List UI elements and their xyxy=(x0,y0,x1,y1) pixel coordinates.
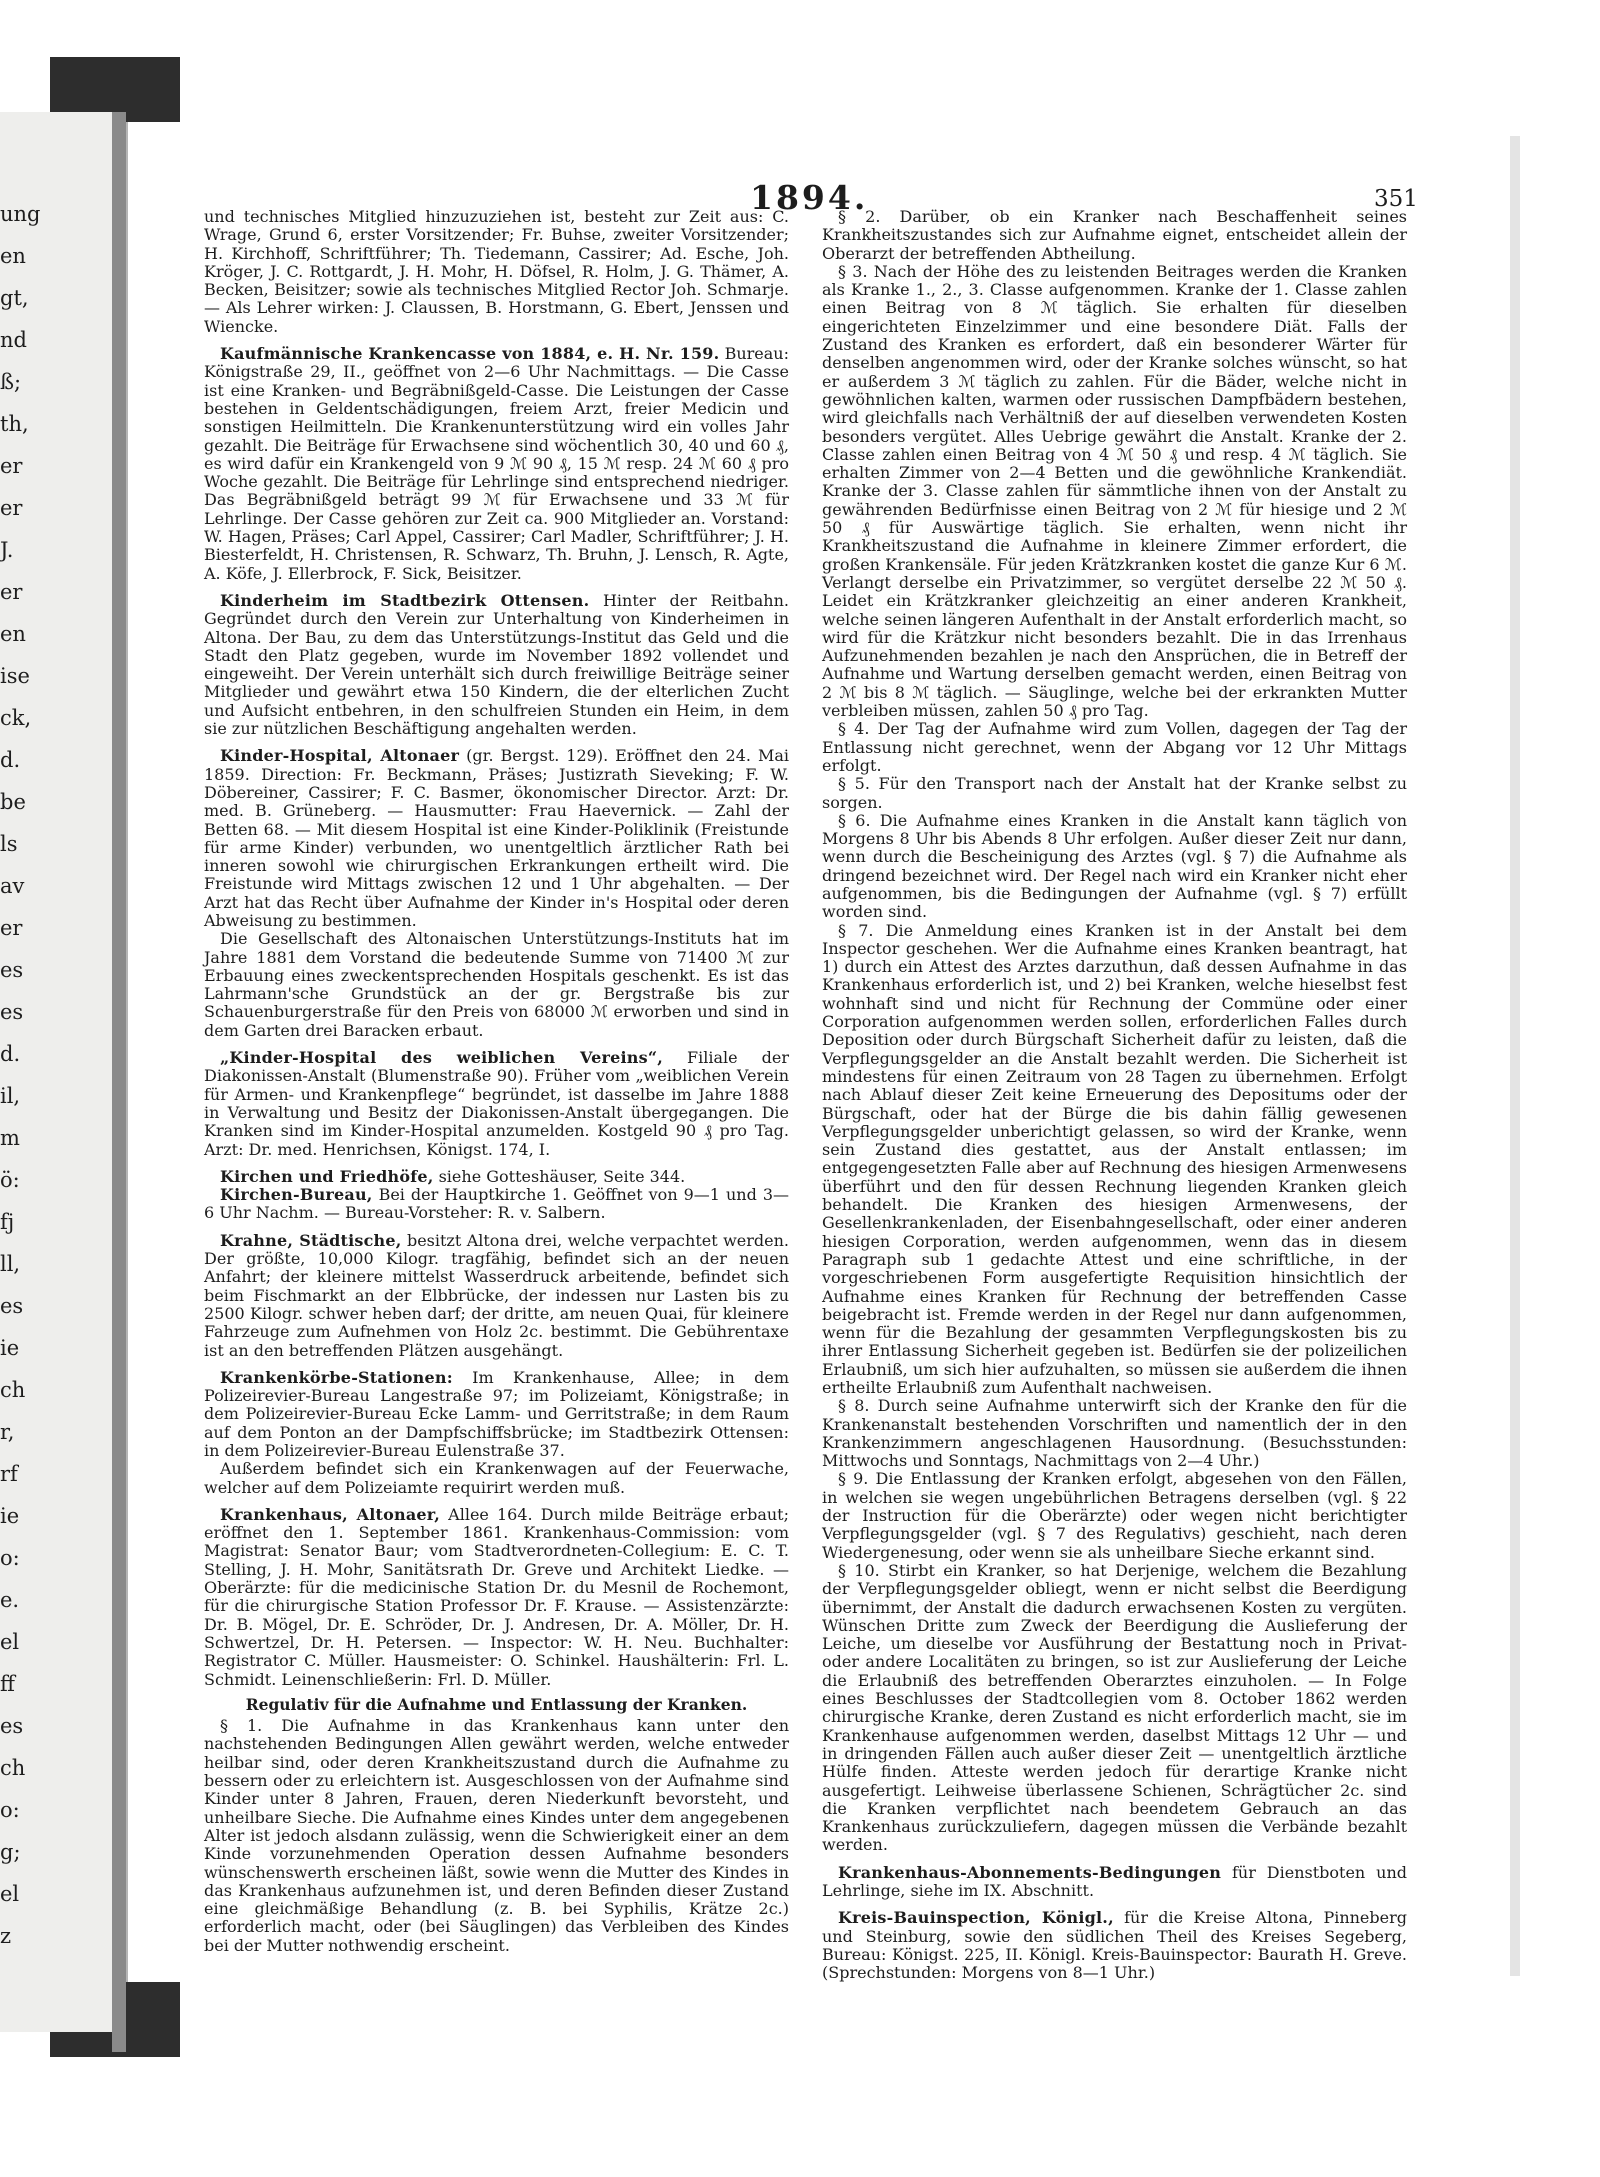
entry-heading: Krahne, Städtische, xyxy=(220,1230,402,1250)
right-column xyxy=(822,208,1407,1983)
left-page-text-fragment: r, xyxy=(0,1420,15,1444)
left-page-text-fragment: th, xyxy=(0,412,29,436)
left-page-text-fragment: rf xyxy=(0,1462,18,1486)
left-page-text-fragment: ch xyxy=(0,1756,26,1780)
entry-heading: Kinderheim im Stadtbezirk Ottensen. xyxy=(220,590,590,610)
entry-krankenhaus-abonnements: Krankenhaus-Abonnements-Bedingungen für Dienstboten und Lehrlinge, siehe im IX. Abschnitt. xyxy=(822,1862,1407,1901)
left-page-text-fragment: el xyxy=(0,1630,20,1654)
left-page-text-fragment: ise xyxy=(0,664,30,688)
book-page xyxy=(126,122,1510,1982)
paragraph-section-6: § 6. Die Aufnahme eines Kranken in die Anstalt kann täglich von Morgens 8 Uhr bis Abends 8 Uhr erfolgen. Außer dieser Zeit nur dann, wenn durch die Bescheinigung des Arztes (vgl. § 7) die Aufnahme als dringend bezeichnet wird. Der Regel nach wird ein Kranker nicht eher aufgenommen, bis die Bedingungen der Aufnahme (vgl. § 7) erfüllt worden sind. xyxy=(822,810,1407,922)
paragraph-section-1: § 1. Die Aufnahme in das Krankenhaus kann unter den nachstehenden Bedingungen Allen gewährt werden, welche entweder heilbar sind, oder deren Krankheitszustand durch die Aufnahme zu bessern oder zu erleichtern ist. Ausgeschlossen von der Aufnahme sind Kinder unter 8 Jahren, Frauen, deren Niederkunft bevorsteht, und unheilbare Sieche. Die Aufnahme eines Kindes unter dem angegebenen Alter ist jedoch alsdann zulässig, wenn die Schwierigkeit einer an dem Kinde vorzunehmenden Operation dessen Aufnahme besonders wünschenswerth erscheinen läßt, sowie wenn die Mutter des Kindes in das Krankenhaus aufzunehmen ist, und deren Befinden dieser Zustand eine gleichmäßige Behandlung (z. B. bei Syphilis, Krätze 2c.) erforderlich macht, oder (bei Säuglingen) das Verbleiben des Kindes bei der Mutter nothwendig erscheint. xyxy=(204,1716,789,1955)
entry-heading: Kirchen-Bureau, xyxy=(220,1185,373,1205)
left-page-text-fragment: ie xyxy=(0,1336,20,1360)
paragraph-section-3: § 3. Nach der Höhe des zu leistenden Beitrages werden die Kranken als Kranke 1., 2., 3. Classe aufgenommen. Kranke der 1. Classe zahlen einen Beitrag von 8 ℳ täglich. Sie erhalten für dieselben eingerichteten Einzelzimmer und eine besondere Diät. Falls der Zustand des Kranken es erfordert, daß ein besonderer Wärter für denselben angenommen wird, oder der Kranke solches wünscht, so hat er außerdem 3 ℳ täglich zu zahlen. Für die Bäder, welche nicht in gewöhnlichen kalten, warmen oder russischen Dampfbädern bestehen, wird gleichfalls nach Verhältniß der auf dieselben verwendeten Kosten besonders vergütet. Alles Uebrige gewährt die Anstalt. Kranke der 2. Classe zahlen einen Beitrag von 4 ℳ 50 ₰ und resp. 4 ℳ täglich. Sie erhalten Zimmer von 2—4 Betten und die gewöhnliche Krankendiät. Kranke der 3. Classe zahlen für sämmtliche ihnen von der Anstalt zu gewährenden Bedürfnisse einen Beitrag von 2 ℳ für hiesige und 2 ℳ 50 ₰ für Auswärtige täglich. Sie erhalten, wenn nicht ihr Krankheitszustand die Aufnahme in kleinere Zimmer erfordert, die großen Krankensäle. Für jeden Krätzkranken kostet die ganze Kur 6 ℳ. Verlangt derselbe ein Privatzimmer, so vergütet derselbe 22 ℳ 50 ₰. Leidet ein Krätzkranker gleichzeitig an einer anderen Krankheit, welche seinen längeren Aufenthalt in der Anstalt erforderlich macht, so wird für die Krätzkur nicht besonders bezahlt. Die in das Irrenhaus Aufzunehmenden bezahlen je nach den Ansprüchen, die in Betreff der Aufnahme und Wartung derselben gemacht werden, einen Beitrag von 2 ℳ bis 8 ℳ täglich. — Säuglinge, welche bei der erkrankten Mutter verbleiben müssen, zahlen 50 ₰ pro Tag. xyxy=(822,261,1407,721)
entry-kaufmaennische-krankencasse: Kaufmännische Krankencasse von 1884, e. H. Nr. 159. Bureau: Königstraße 29, II., geöffnet von 2—6 Uhr Nachmittags. — Die Casse ist eine Kranken- und Begräbnißgeld-Casse. Die Leistungen der Casse bestehen in Geldentschädigungen, freiem Arzt, freier Medicin und sonstigen Heilmitteln. Die Krankenunterstützung wird ein volles Jahr gezahlt. Die Beiträge für Erwachsene sind wöchentlich 30, 40 und 60 ₰, es wird dafür ein Krankengeld von 9 ℳ 90 ₰, 15 ℳ resp. 24 ℳ 60 ₰ pro Woche gezahlt. Die Beiträge für Lehrlinge sind entsprechend niedriger. Das Begräbnißgeld beträgt 99 ℳ für Erwachsene und 33 ℳ für Lehrlinge. Der Casse gehören zur Zeit ca. 900 Mitglieder an. Vorstand: W. Hagen, Präses; Carl Appel, Cassirer; Carl Madler, Schriftführer; J. H. Biesterfeldt, H. Christensen, R. Schwarz, Th. Bruhn, J. Lensch, R. Agte, A. Köfe, J. Ellerbrock, F. Sick, Beisitzer. xyxy=(204,344,789,583)
left-page-text-fragment: en xyxy=(0,244,26,268)
left-page-text-fragment: il, xyxy=(0,1084,21,1108)
paragraph-section-2: § 2. Darüber, ob ein Kranker nach Beschaffenheit seines Krankheitszustandes sich zur Aufnahme eignet, entscheidet allein der Oberarzt der betreffenden Abtheilung. xyxy=(822,207,1407,263)
entry-heading: Krankenhaus-Abonnements-Bedingungen xyxy=(838,1862,1222,1882)
left-page-text-fragment: er xyxy=(0,454,23,478)
left-page-text-fragment: es xyxy=(0,958,24,982)
left-page-text-fragment: ß; xyxy=(0,370,22,394)
left-page-text-fragment: ls xyxy=(0,832,18,856)
left-page-text-fragment: m xyxy=(0,1126,20,1150)
left-page-text-fragment: o: xyxy=(0,1798,20,1822)
entry-kinder-hospital-weiblich: „Kinder-Hospital des weiblichen Vereins“, Filiale der Diakonissen-Anstalt (Blumenstraße 90). Früher vom „weiblichen Verein für Armen- und Krankenpflege“ begründet, ist dasselbe im Jahre 1888 in Verwaltung und Besitz der Diakonissen-Anstalt übergegangen. Die Kranken sind im Kinder-Hospital anzumelden. Kostgeld 90 ₰ pro Tag. Arzt: Dr. med. Henrichsen, Königst. 174, I. xyxy=(204,1048,789,1159)
left-page-text-fragment: o: xyxy=(0,1546,20,1570)
left-page-text-fragment: ö: xyxy=(0,1168,20,1192)
left-page-text-fragment: ll, xyxy=(0,1252,21,1276)
entry-heading: Kirchen und Friedhöfe, xyxy=(220,1166,434,1186)
entry-heading: Kaufmännische Krankencasse von 1884, e. H. Nr. 159. xyxy=(220,344,720,364)
left-page-text-fragment: es xyxy=(0,1000,24,1024)
entry-heading: Krankenkörbe-Stationen: xyxy=(220,1367,453,1387)
left-column xyxy=(204,208,789,1955)
entry-krankenhaus: Krankenhaus, Altonaer, Allee 164. Durch milde Beiträge erbaut; eröffnet den 1. September 1861. Krankenhaus-Commission: vom Magistrat: Senator Baur; vom Stadtverordneten-Collegium: E. C. T. Stelling, J. H. Mohr, Sanitätsrath Dr. Greve und Architekt Liedke. — Oberärzte: für die medicinische Station Dr. du Mesnil de Rochemont, für die chirurgische Station Professor Dr. F. Krause. — Assistenzärzte: Dr. B. Mögel, Dr. E. Schröder, Dr. J. Andresen, Dr. A. Möller, Dr. H. Schwertzel, Dr. H. Petersen. — Inspector: W. H. Neu. Buchhalter: Registrator C. Müller. Hausmeister: O. Schinkel. Haushälterin: Frl. L. Schmidt. Leinenschließerin: Frl. D. Müller. xyxy=(204,1504,789,1689)
left-page-text-fragment: z xyxy=(0,1924,12,1948)
left-page-text-fragment: ff xyxy=(0,1672,15,1696)
entry-kreis-bauinspection: Kreis-Bauinspection, Königl., für die Kreise Altona, Pinneberg und Steinburg, sowie den südlichen Theil des Kreises Segeberg, Bureau: Königst. 225, II. Königl. Kreis-Bauinspector: Baurath H. Greve. (Sprechstunden: Morgens von 8—1 Uhr.) xyxy=(822,1908,1408,1983)
paragraph-section-7: § 7. Die Anmeldung eines Kranken ist in der Anstalt bei dem Inspector geschehen. Wer die Aufnahme eines Kranken beantragt, hat 1) durch ein Attest des Arztes darzuthun, daß dessen Aufnahme in das Krankenhaus erforderlich ist, und 2) bei Kranken, welche hieselbst fest wohnhaft sind und nicht für Rechnung der Commüne oder einer Corporation aufgenommen werden sollen, erforderlichen Falles durch Deposition oder durch Bürgschaft Sicherheit dafür zu leisten, daß die Verpflegungsgelder an die Anstalt bezahlt werden. Die Sicherheit ist mindestens für einen Zeitraum von 28 Tagen zu übernehmen. Erfolgt nach Ablauf dieser Zeit keine Erneuerung des Depositums oder der Bürgschaft, oder hat der Bürge die bis dahin fällig gewesenen Verpflegungsgelder unberichtigt gelassen, so wird der Kranke, wenn sein Zustand dies gestattet, aus der Anstalt entlassen; im entgegengesetzten Falle aber auf Rechnung des hiesigen Armenwesens überführt und den für dessen Rechnung liegenden Kranken gleich behandelt. Die Kranken des hiesigen Armenwesens, der Gesellenkrankenladen, der Eisenbahngesellschaft, oder einer anderen hiesigen Corporation, werden aufgenommen, wenn das in diesem Paragraph sub 1 gedachte Attest und eine schriftliche, in der vorgeschriebenen Form ausgefertigte Requisition hinsichtlich der Aufnahme eines Kranken für Rechnung der betreffenden Casse beigebracht ist. Fremde werden in der Regel nur dann aufgenommen, wenn für die Bezahlung der gesammten Verpflegungskosten bis zu ihrer Entlassung Sicherheit gegeben ist. Bedürfen sie der polizeilichen Erlaubniß, um sich hier aufzuhalten, so müssen sie außerdem die ihnen ertheilte Erlaubniß zum Aufenthalt nachweisen. xyxy=(822,920,1407,1397)
left-page-text-fragment: g; xyxy=(0,1840,21,1864)
paragraph-section-9: § 9. Die Entlassung der Kranken erfolgt, abgesehen von den Fällen, in welchen sie wegen ungebührlichen Betragens derselben (vgl. § 22 der Instruction für die Oberärzte) oder wegen nicht berichtigter Verpflegungsgelder (vgl. § 7 des Regulativs) geschieht, nach deren Wiedergenesung, oder wenn sie als unheilbare Sieche erkannt sind. xyxy=(822,1469,1407,1562)
left-page-text-fragment: en xyxy=(0,622,26,646)
left-page-text-fragment: er xyxy=(0,496,23,520)
entry-kirchen-friedhoefe: Kirchen und Friedhöfe, siehe Gotteshäuser, Seite 344. xyxy=(220,1166,686,1186)
left-page-text-fragment: be xyxy=(0,790,26,814)
entry-kirchen-bureau: Kirchen-Bureau, Bei der Hauptkirche 1. Geöffnet von 9—1 und 3—6 Uhr Nachm. — Bureau-Vorsteher: R. v. Salbern. xyxy=(204,1185,789,1223)
left-page-text-fragment: ch xyxy=(0,1378,26,1402)
entry-heading: Kinder-Hospital, Altonaer xyxy=(220,746,460,766)
left-page-text-fragment: es xyxy=(0,1294,24,1318)
paragraph: Die Gesellschaft des Altonaischen Unterstützungs-Instituts hat im Jahre 1881 dem Vorstand die bedeutende Summe von 71400 ℳ zur Erbauung eines zweckentsprechenden Hospitals geschenkt. Es ist das Lahrmann'sche Grundstück an der gr. Bergstraße bis zur Schauenburgerstraße für den Preis von 68000 ℳ erworben und sind in dem Garten drei Baracken erbaut. xyxy=(204,929,789,1040)
left-page-text-fragment: ck, xyxy=(0,706,32,730)
left-page-text-fragment: gt, xyxy=(0,286,29,310)
entry-heading: „Kinder-Hospital des weiblichen Vereins“, xyxy=(220,1048,664,1068)
entry-heading: Krankenhaus, Altonaer, xyxy=(220,1504,441,1524)
entry-krahne: Krahne, Städtische, besitzt Altona drei, welche verpachtet werden. Der größte, 10,000 Kilogr. tragfähig, befindet sich an der neuen Anfahrt; der kleinere mittelst Wasserdruck arbeitende, befindet sich beim Fischmarkt an der Elbbrücke, der indessen nur Lasten bis zu 2500 Kilogr. schwer heben darf; der dritte, am neuen Quai, für kleinere Fahrzeuge zum Aufnehmen von Holz 2c. bestimmt. Die Gebührentaxe ist an den betreffenden Plätzen ausgehängt. xyxy=(204,1230,789,1360)
left-page-text-fragment: es xyxy=(0,1714,24,1738)
entry-kinder-hospital: Kinder-Hospital, Altonaer (gr. Bergst. 129). Eröffnet den 24. Mai 1859. Direction: Fr. Beckmann, Präses; Justizrath Sieveking; F. W. Döbereiner, Cassirer; F. C. Basmer, ökonomischer Director. Arzt: Dr. med. B. Grüneberg. — Hausmutter: Frau Haevernick. — Zahl der Betten 68. — Mit diesem Hospital ist eine Kinder-Poliklinik (Freistunde für arme Kinder) verbunden, wo unentgeltlich ärztlicher Rath bei inneren sowohl wie chirurgischen Erkrankungen ertheilt wird. Die Freistunde wird Mittags zwischen 12 und 1 Uhr abgehalten. — Der Arzt hat das Recht über Aufnahme der Kinder in's Hospital oder deren Abweisung zu bestimmen. xyxy=(204,746,789,930)
paragraph-section-5: § 5. Für den Transport nach der Anstalt hat der Kranke selbst zu sorgen. xyxy=(822,774,1407,812)
left-page-text-fragment: av xyxy=(0,874,25,898)
left-page-edge xyxy=(0,112,112,2032)
left-page-text-fragment: fj xyxy=(0,1210,15,1234)
entry-heading: Kreis-Bauinspection, Königl., xyxy=(838,1908,1114,1928)
paragraph-section-4: § 4. Der Tag der Aufnahme wird zum Vollen, dagegen der Tag der Entlassung nicht gerechnet, wenn der Abgang vor 12 Uhr Mittags erfolgt. xyxy=(822,719,1407,775)
regulativ-title: Regulativ für die Aufnahme und Entlassung der Kranken. xyxy=(245,1694,748,1714)
left-page-text-fragment: ie xyxy=(0,1504,20,1528)
page-gutter xyxy=(112,112,126,2052)
left-page-text-fragment: er xyxy=(0,916,23,940)
paragraph-section-8: § 8. Durch seine Aufnahme unterwirft sich der Kranke den für die Krankenanstalt bestehenden Vorschriften und namentlich der in den Krankenzimmern angeschlagenen Hausordnung. (Besuchsstunden: Mittwochs und Sonntags, Nachmittags von 2—4 Uhr.) xyxy=(822,1396,1407,1471)
left-page-text-fragment: ung xyxy=(0,202,41,226)
left-page-text-fragment: el xyxy=(0,1882,20,1906)
paragraph: und technisches Mitglied hinzuzuziehen ist, besteht zur Zeit aus: C. Wrage, Grund 6, erster Vorsitzender; Fr. Buhse, zweiter Vorsitzender; H. Kirchhoff, Schriftführer; Th. Tiedemann, Cassirer; Ad. Esche, Joh. Kröger, J. C. Rottgardt, J. H. Mohr, H. Döfsel, R. Holm, J. G. Thämer, A. Becken, Beisitzer; sowie als technisches Mitglied Rector Joh. Schmarje. — Als Lehrer wirken: J. Claussen, B. Horstmann, G. Ebert, Jenssen und Wiencke. xyxy=(204,207,789,336)
left-page-text-fragment: e. xyxy=(0,1588,20,1612)
paragraph-section-10: § 10. Stirbt ein Kranker, so hat Derjenige, welchem die Bezahlung der Verpflegungsgelder obliegt, wenn er nicht selbst die Beerdigung übernimmt, der Anstalt die dadurch erwachsenen Kosten zu vergüten. Wünschen Dritte zum Zweck der Beerdigung die Auslieferung der Leiche, um dieselbe vor Ausführung der Bestattung noch in Privat- oder andere Localitäten zu bringen, so ist zur Auslieferung der Leiche die Erlaubniß des betreffenden Oberarztes einzuholen. — In Folge eines Beschlusses der Stadtcollegien vom 8. October 1862 werden chirurgische Kranke, deren Zustand es nicht erforderlich macht, sie im Krankenhause aufgenommen werden, daselbst Mittags 12 Uhr — und in dringenden Fällen auch außer dieser Zeit — unentgeltlich ärztliche Hülfe finden. Atteste werden jedoch für derartige Kranke nicht ausgefertigt. Leihweise überlassene Schienen, Schrägtücher 2c. sind die Kranken verpflichtet nach beendetem Gebrauch an das Krankenhaus zurückzuliefern, dagegen müssen die Verbände bezahlt werden. xyxy=(822,1560,1407,1855)
entry-krankenkoerbe: Krankenkörbe-Stationen: Im Krankenhause, Allee; in dem Polizeirevier-Bureau Langestraße 97; im Polizeiamt, Königstraße; in dem Polizeirevier-Bureau Ecke Lamm- und Gerritstraße; in dem Raum auf dem Ponton an der Dampfschiffsbrücke; im Stadtbezirk Ottensen: in dem Polizeirevier-Bureau Eulenstraße 37. xyxy=(204,1367,789,1460)
entry-kinderheim: Kinderheim im Stadtbezirk Ottensen. Hinter der Reitbahn. Gegründet durch den Verein zur Unterhaltung von Kinderheimen in Altona. Der Bau, zu dem das Unterstützungs-Institut das Geld und die Stadt den Platz gegeben, wurde im November 1892 vollendet und eingeweiht. Der Verein unterhält sich durch freiwillige Beiträge seiner Mitglieder und gewährt etwa 150 Kindern, die der elterlichen Zucht und Aufsicht entbehren, in den schulfreien Stunden ein Heim, in dem sie zur nützlichen Beschäftigung angehalten werden. xyxy=(204,590,789,739)
page-number: 351 xyxy=(1374,186,1418,212)
left-page-text-fragment: J. xyxy=(0,538,14,562)
left-page-text-fragment: er xyxy=(0,580,23,604)
page-year-heading: 1894. xyxy=(750,178,869,217)
left-page-text-fragment: d. xyxy=(0,1042,21,1066)
left-page-text-fragment: d. xyxy=(0,748,21,772)
left-page-text-fragment: nd xyxy=(0,328,27,352)
paragraph: Außerdem befindet sich ein Krankenwagen auf der Feuerwache, welcher auf dem Polizeiamte requirirt werden muß. xyxy=(204,1459,789,1497)
